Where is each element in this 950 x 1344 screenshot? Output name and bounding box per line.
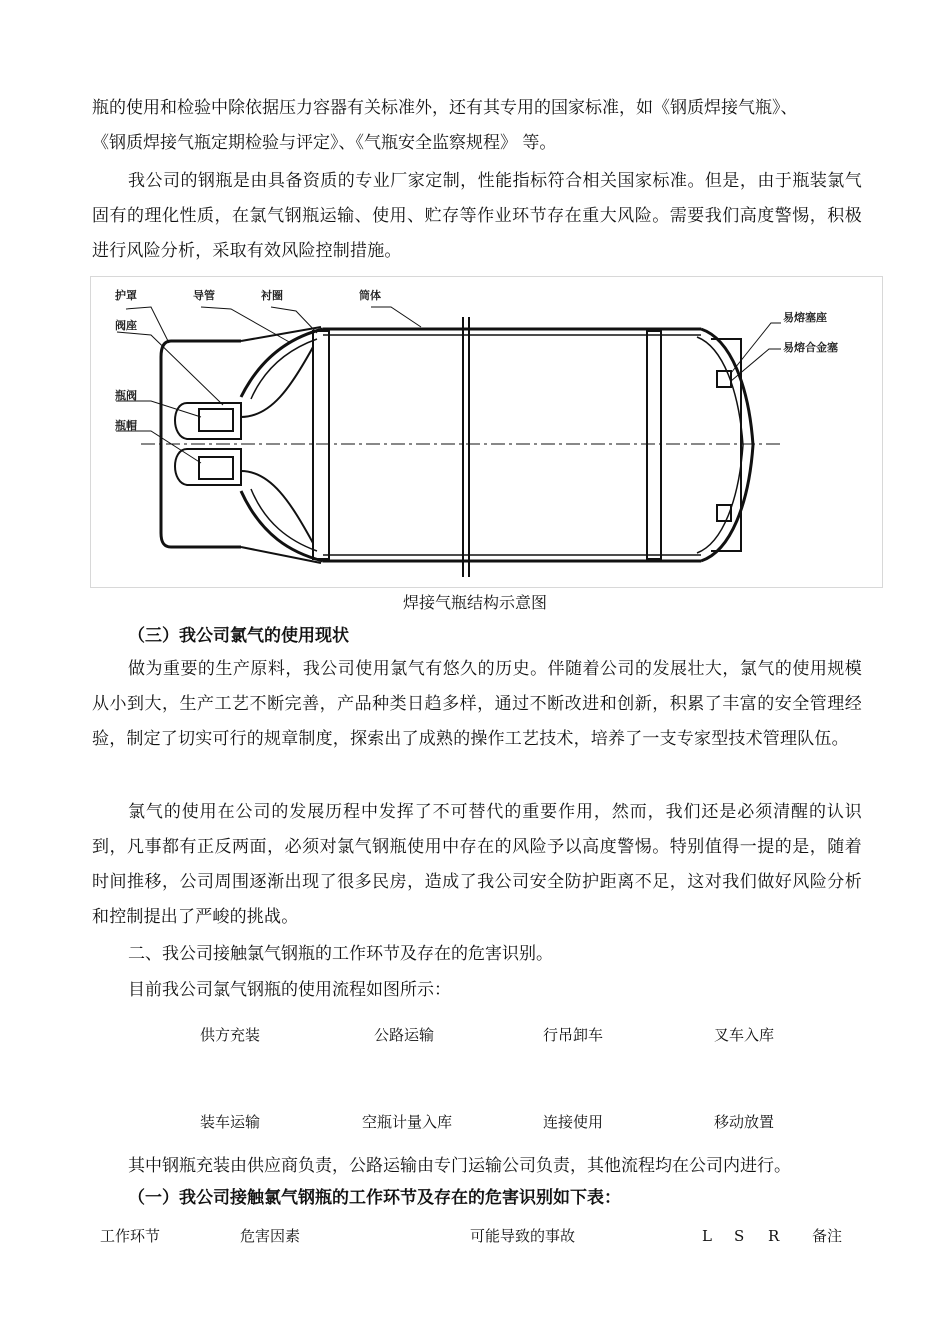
label-chen-quan: 衬圈 bbox=[261, 289, 283, 302]
flow-step: 公路运输 bbox=[374, 1026, 435, 1044]
flow-step: 连接使用 bbox=[543, 1113, 604, 1131]
label-yi-rong-sai-zuo: 易熔塞座 bbox=[783, 311, 827, 324]
table-header-cell: L bbox=[702, 1227, 712, 1245]
paragraph: 氯气的使用在公司的发展历程中发挥了不可替代的重要作用，然而，我们还是必须清醒的认识到，凡事都有正反两面，必须对氯气钢瓶使用中存在的风险予以高度警惕。特别值得一提的是，随着时间推移，公司周围逐渐出现了很多民房，造成了我公司安全防护距离不足，这对我们做好风险分析和控制提出了严峻的挑战。 bbox=[92, 802, 862, 927]
flow-step: 装车运输 bbox=[200, 1113, 261, 1131]
paragraph-line: 瓶的使用和检验中除依据压力容器有关标准外，还有其专用的国家标准，如《钢质焊接气瓶》、 bbox=[92, 98, 798, 118]
table-header-cell: 备注 bbox=[812, 1227, 843, 1245]
flow-step: 空瓶计量入库 bbox=[362, 1113, 453, 1131]
table-header-cell: 危害因素 bbox=[240, 1227, 301, 1245]
label-fa-zuo: 阀座 bbox=[115, 319, 137, 332]
section-heading: （一）我公司接触氯气钢瓶的工作环节及存在的危害识别如下表： bbox=[128, 1188, 621, 1208]
paragraph: 我公司的钢瓶是由具备资质的专业厂家定制，性能指标符合相关国家标准。但是，由于瓶装氯气固有的理化性质，在氯气钢瓶运输、使用、贮存等作业环节存在重大风险。需要我们高度警惕，积极进行风险分析，采取有效风险控制措施。 bbox=[92, 171, 862, 261]
flow-step: 叉车入库 bbox=[714, 1026, 775, 1044]
label-hu-zhao: 护罩 bbox=[115, 289, 137, 302]
label-ping-fa: 瓶阀 bbox=[115, 389, 137, 402]
paragraph-line: 其中钢瓶充装由供应商负责，公路运输由专门运输公司负责，其他流程均在公司内进行。 bbox=[128, 1156, 791, 1176]
cylinder-structure-diagram bbox=[90, 276, 883, 588]
label-tong-ti: 筒体 bbox=[359, 289, 381, 302]
diagram-svg bbox=[91, 277, 883, 588]
paragraph: 做为重要的生产原料，我公司使用氯气有悠久的历史。伴随着公司的发展壮大，氯气的使用规模从小到大，生产工艺不断完善，产品种类日趋多样，通过不断改进和创新，积累了丰富的安全管理经验，制定了切实可行的规章制度，探索出了成熟的操作工艺技术，培养了一支专家型技术管理队伍。 bbox=[92, 659, 862, 749]
table-header-cell: 可能导致的事故 bbox=[470, 1227, 576, 1245]
table-header-cell: S bbox=[734, 1227, 745, 1245]
label-dao-guan: 导管 bbox=[193, 289, 215, 302]
section-intro: 二、我公司接触氯气钢瓶的工作环节及存在的危害识别。 bbox=[128, 944, 553, 964]
section-heading: （三）我公司氯气的使用现状 bbox=[128, 626, 349, 646]
flow-step: 行吊卸车 bbox=[543, 1026, 604, 1044]
paragraph-line: 《钢质焊接气瓶定期检验与评定》、《气瓶安全监察规程》 等。 bbox=[92, 133, 557, 153]
flow-step: 移动放置 bbox=[714, 1113, 775, 1131]
label-ping-mao: 瓶帽 bbox=[115, 419, 137, 432]
label-yi-rong-he-jin-sai: 易熔合金塞 bbox=[783, 341, 838, 354]
flow-step: 供方充装 bbox=[200, 1026, 261, 1044]
table-header-cell: R bbox=[768, 1227, 780, 1245]
table-header-cell: 工作环节 bbox=[100, 1227, 161, 1245]
figure-caption: 焊接气瓶结构示意图 bbox=[402, 593, 547, 612]
paragraph-line: 目前我公司氯气钢瓶的使用流程如图所示： bbox=[128, 980, 451, 1000]
